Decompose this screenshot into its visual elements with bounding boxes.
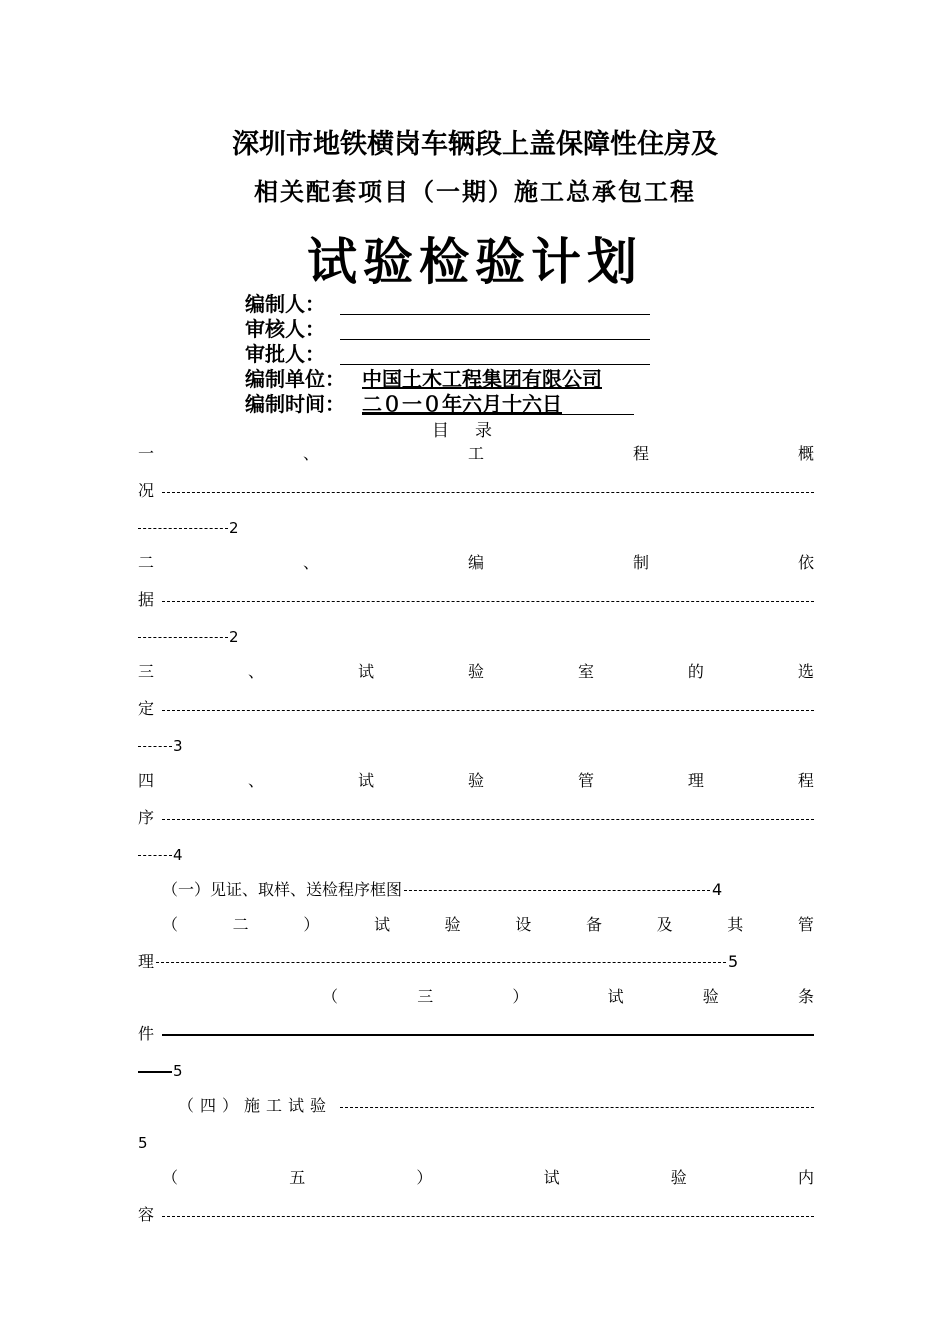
toc-char: 概 — [797, 444, 814, 463]
toc-char: 况 — [138, 481, 155, 500]
toc-item-6-line — [162, 915, 814, 935]
toc-item-9-leader — [138, 1205, 814, 1225]
toc-char: 五 — [289, 1168, 306, 1187]
toc-char: 试 — [543, 1168, 560, 1187]
dot-leader — [162, 710, 814, 711]
unit-label: 编制单位： — [245, 367, 345, 391]
dot-leader — [138, 855, 172, 856]
toc-char: 序 — [138, 808, 155, 827]
toc-char: 编 — [467, 553, 484, 572]
toc-char: 其 — [727, 915, 744, 934]
document-title: 试验检验计划 — [307, 232, 643, 291]
compiler-label: 编制人： — [245, 292, 325, 316]
toc-char: 条 — [797, 987, 814, 1006]
toc-char: 备 — [585, 915, 602, 934]
toc-item-9-line — [162, 1168, 814, 1188]
toc-char: 及 — [656, 915, 673, 934]
toc-char: 程 — [797, 771, 814, 790]
title-line-2: 相关配套项目（一期）施工总承包工程 — [254, 177, 696, 206]
toc-item-6-leader — [138, 952, 738, 972]
toc-char: （ — [322, 987, 339, 1006]
toc-page-number: 5 — [728, 952, 739, 971]
dot-leader — [162, 819, 814, 820]
toc-char: 、 — [302, 444, 319, 463]
toc-item-4-leader — [138, 808, 814, 828]
toc-char: 理 — [687, 771, 704, 790]
toc-char: （ — [162, 915, 179, 934]
toc-char: 四 — [138, 771, 155, 790]
toc-item-2-leader — [138, 590, 814, 610]
toc-char: 、 — [302, 553, 319, 572]
dot-leader — [138, 528, 228, 529]
toc-char: 试 — [357, 771, 374, 790]
toc-page-number: 4 — [173, 846, 183, 864]
toc-item-2-line — [138, 553, 814, 573]
toc-item-3-leader — [138, 699, 814, 719]
toc-char: 验 — [702, 987, 719, 1006]
toc-char: 据 — [138, 590, 155, 609]
reviewer-line — [340, 339, 650, 340]
dot-leader — [162, 1034, 814, 1036]
compiler-line — [340, 314, 650, 315]
dot-leader — [340, 1107, 814, 1108]
toc-item-text: （一）见证、取样、送检程序框图 — [162, 880, 403, 899]
date-line — [362, 414, 634, 415]
dot-leader — [162, 601, 814, 602]
toc-char: 试 — [373, 915, 390, 934]
toc-char: 三 — [138, 662, 155, 681]
title-line-1: 深圳市地铁横岗车辆段上盖保障性住房及 — [232, 129, 718, 160]
dot-leader — [138, 1071, 172, 1073]
toc-page-number: 4 — [712, 880, 723, 899]
toc-item-8-page-row — [138, 1133, 148, 1153]
dot-leader — [404, 890, 710, 891]
toc-char: 设 — [515, 915, 532, 934]
toc-char: 选 — [797, 662, 814, 681]
toc-char: 的 — [687, 662, 704, 681]
unit-value: 中国土木工程集团有限公司 — [362, 367, 602, 391]
toc-char: 依 — [797, 553, 814, 572]
toc-char: 二 — [232, 915, 249, 934]
toc-item-2-page-row — [138, 627, 239, 647]
dot-leader — [138, 746, 172, 747]
toc-char: 验 — [670, 1168, 687, 1187]
toc-char: 定 — [138, 699, 155, 718]
toc-char: 程 — [632, 444, 649, 463]
toc-char: 、 — [247, 771, 264, 790]
toc-item-7-page-row — [138, 1061, 183, 1081]
toc-item-4-page-row — [138, 845, 183, 865]
toc-item-1-line — [138, 444, 814, 464]
toc-page-number: 2 — [229, 628, 239, 646]
toc-char: 验 — [444, 915, 461, 934]
toc-char: 三 — [417, 987, 434, 1006]
toc-char: 制 — [632, 553, 649, 572]
toc-char: 管 — [797, 915, 814, 934]
approver-label: 审批人： — [245, 342, 325, 366]
dot-leader — [162, 492, 814, 493]
toc-char: 件 — [138, 1024, 155, 1043]
toc-page-number: 2 — [229, 519, 239, 537]
toc-char: 容 — [138, 1205, 155, 1224]
toc-char: ） — [416, 1168, 433, 1187]
toc-char: 验 — [467, 771, 484, 790]
toc-heading: 目录 — [432, 421, 518, 441]
toc-page-number: 3 — [173, 737, 183, 755]
toc-char: 工 — [467, 444, 484, 463]
date-label: 编制时间： — [245, 392, 345, 416]
toc-item-text: （四）施工试验 — [178, 1096, 333, 1115]
date-value: 二０一０年六月十六日 — [362, 392, 562, 416]
toc-char: （ — [162, 1168, 179, 1187]
toc-char: 二 — [138, 553, 155, 572]
toc-char: 内 — [797, 1168, 814, 1187]
dot-leader — [138, 637, 228, 638]
toc-char: 一 — [138, 444, 155, 463]
toc-char: ） — [512, 987, 529, 1006]
toc-char: 试 — [607, 987, 624, 1006]
toc-item-1-leader — [138, 481, 814, 501]
toc-char: 室 — [577, 662, 594, 681]
toc-char: 管 — [577, 771, 594, 790]
toc-char: 、 — [247, 662, 264, 681]
toc-item-4-line — [138, 771, 814, 791]
toc-page-number: 5 — [138, 1134, 148, 1152]
toc-item-7-leader — [138, 1024, 814, 1044]
dot-leader — [156, 962, 726, 963]
toc-page-number: 5 — [173, 1062, 183, 1080]
toc-char: 验 — [467, 662, 484, 681]
toc-item-8-line — [178, 1096, 814, 1116]
toc-item-5-line — [162, 880, 722, 900]
toc-char: 试 — [357, 662, 374, 681]
approver-line — [340, 364, 650, 365]
toc-item-7-line — [322, 987, 814, 1007]
toc-char: ） — [303, 915, 320, 934]
toc-item-3-line — [138, 662, 814, 682]
reviewer-label: 审核人： — [245, 317, 325, 341]
toc-item-1-page-row — [138, 518, 239, 538]
dot-leader — [162, 1216, 814, 1217]
toc-char: 理 — [138, 952, 155, 971]
toc-item-3-page-row — [138, 736, 183, 756]
